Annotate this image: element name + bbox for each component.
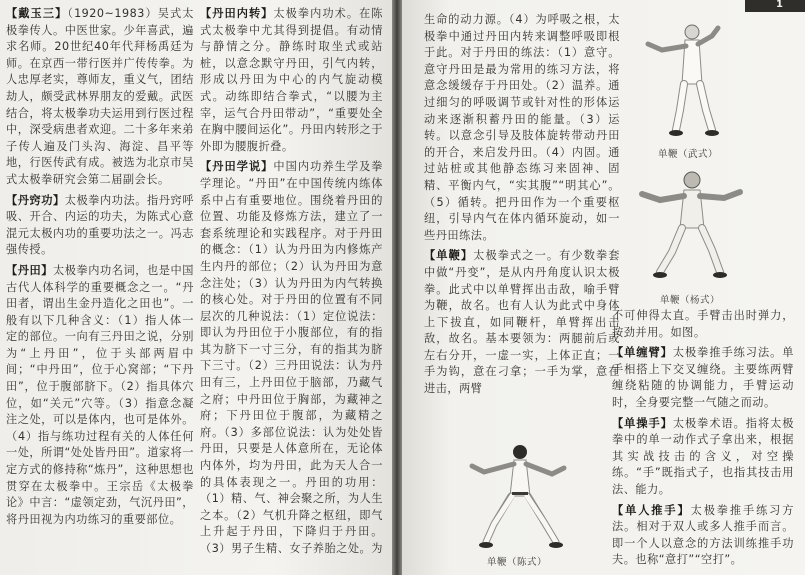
dan-bian-wu-style-photo: [640, 20, 736, 138]
entry-text: 太极拳内功法。指丹窍呼吸、开合、内运的功夫，为陈式心意混元太极内功的重要功法之一。冯志强传授。: [6, 193, 194, 257]
entry-term: 【丹田学说】: [200, 160, 274, 174]
entry-text: 太极拳式之一。有少数拳套中做“丹变”，是从内丹角度认识太极拳。此式中以单臂挥出击敌，喻手臂为鞭，故名。也有人认为此式中身体上下拔直，如同鞭杆，单臂挥出击敌，故名。基本要领为：两腿前后或左右分开，一虚一实，上体正直；一手为钩，意在刁拿；一手为掌，意在进击，两臂: [424, 249, 620, 396]
entry-dan-bian: [424, 248, 620, 397]
caption-yang: 单鞭（杨式）: [659, 295, 720, 306]
entry-term: 【单操手】: [612, 416, 673, 430]
entry-dan-bian-cont: [612, 308, 794, 341]
entry-dantian-xueshuo: [200, 159, 383, 557]
entry-term: 【戴玉三】: [6, 7, 68, 20]
entry-text: 中国内功养生学及拳学理论。“丹田”在中国传统内练体系中占有重要地位。围绕着丹田的位置、功能及修炼方法，建立了一套系统理论和实践程序。对于丹田的概念：（1）认为丹田为内修炼产生内丹的部位；（2）认为丹田为意念注处；（3）认为丹田为内气转换的核心处。对于丹田的位置有不同层次的几种说法：（1）定位说法：即认为丹田位于小腹部位，有的指其为脐下一寸三分，有的指其为脐下三寸。（2）三丹田说法：认为丹田有三，上丹田位于脑部，乃藏气之府；中丹田位于胸部，为藏神之府；下丹田位于腹部，为藏精之府。（3）多部位说法：认为处处皆丹田，只要是人体意所在，无论体内体外，均为丹田，此为天人合一的具体表现之一。丹田的功用：（1）精、气、神会聚之所，为人生之本。（2）气机升降之枢纽，即气上升起于丹田，下降归于丹田。（3）男子生精、女子养胎之处。为: [200, 160, 383, 555]
entry-term: 【单人推手】: [612, 503, 691, 517]
left-column-1: [6, 6, 194, 532]
entry-term: 【丹窍功】: [6, 193, 65, 207]
entry-dan-chan-bi: [612, 345, 794, 411]
entry-text: 太极拳推手练习方法。相对于双人或多人推手而言。即一个人以意念的方法训练推手功夫。也称“意打”“空打”。: [612, 503, 794, 567]
entry-term: 【丹田】: [6, 263, 54, 277]
entry-dan-qiao-gong: [6, 193, 194, 259]
caption-chen: 单鞭（陈式）: [486, 557, 547, 568]
entry-term: 【丹田内转】: [200, 7, 274, 20]
right-column-2: [612, 308, 794, 573]
entry-text: 太极拳内功名词，也是中国古代人体科学的重要概念之一。“丹田者，谓出生金丹造化之田也”。一般有以下几种含义：（1）指人体一定的部位。一向有三丹田之说，分别为“上丹田”，位于头部两眉中间；“中丹田”，位于心窝部；“下丹田”，位于腹部脐下。（2）指具体穴位，如“关元”穴等。（3）指意念凝注之处，可以是体内，也可是体外。（4）指与练功过程有关的人体任何一处，所谓“处处皆丹田”。道家将一定方式的修持称“炼丹”，这种思想也贯穿在太极拳中。王宗岳《太极拳论》中言：“虚领定劲，气沉丹田”，将丹田视为内功练习的重要部位。: [6, 263, 194, 526]
entry-dantian-cont: [424, 12, 620, 244]
book-gutter: [392, 0, 402, 575]
right-column-1: [424, 12, 620, 402]
page-number: 1: [776, 0, 783, 10]
entry-dan-cao-shou: [612, 416, 794, 499]
entry-dantian-neizhuan: [200, 6, 383, 155]
entry-text: 太极拳术语。指将太极拳中的单一动作式子拿出来，根据其实战技击的含义，对空操练。“手”既指式子，也指其技击用法、能力。: [612, 416, 794, 496]
entry-text: 太极拳内功术。在陈式太极拳中尤其得到提倡。有动情与静情之分。静练时取坐式或站桩，以意念默守丹田，引气内转，形成以丹田为中心的内气旋动模式。动练即结合拳式，“以腰为主宰，运气合丹田带动”，“重要处全在胸中腰间运化”。丹田内转形之于外即为腰腹折叠。: [200, 7, 383, 153]
entry-dai-yusan: [6, 6, 194, 189]
entry-term: 【单缠臂】: [612, 346, 673, 360]
left-column-2: [200, 6, 383, 562]
entry-dan-ren-tui-shou: [612, 503, 794, 569]
entry-text: （1920~1983）吴式太极拳传人。中医世家。少年喜武，遍求名师。20世纪40年代拜杨禹廷为师。在京西一带行医并广传传拳。为人忠厚老实，尊师友，重义气，团结劫人，颇受武林界朋友的爱戴。武医结合，将太极拳功夫运用到行医过程中，深受病患者欢迎。二十多年来弟子传人遍及门头沟、海淀、昌平等地，行医传武有成。被选为北京市吴式太极拳研究会第二届副会长。: [6, 7, 194, 186]
entry-text: 太极拳推手练习法。单手相搭上下交叉缠绕。主要练两臂缠绕粘随的协调能力，手臂运动时，全身要完整一气随之而动。: [612, 346, 794, 409]
entry-text: 不可伸得太直。手臂击出时弹力，按劲并用。如图。: [612, 309, 794, 339]
left-page: [0, 0, 392, 575]
dan-bian-yang-style-photo: [636, 168, 746, 280]
caption-wu: 单鞭（武式）: [657, 149, 718, 160]
entry-dan-tian: [6, 263, 194, 529]
dan-bian-chen-style-photo: [464, 438, 574, 553]
page-header-tab: [745, 0, 805, 12]
entry-term: 【单鞭】: [424, 249, 474, 263]
entry-text: 生命的动力源。（4）为呼吸之根，太极拳中通过丹田内转来调整呼吸即根于此。对于丹田的练法：（1）意守。意守丹田是最为常用的练习方法，将意念缓缓存于丹田处。（2）温养。通过细匀的呼吸调节或针对性的形体运动来逐渐积蓄丹田的能量。（3）运转。以意念引导及肢体旋转带动丹田的开合，来启发丹田。（4）内固。通过站桩或其他静态练习来固神、固精、平衡内气，“实其腹”“明其心”。（5）循转。把丹田作为一个重要枢纽，引导内气在体内循环旋动，如一些丹田练法。: [424, 13, 620, 242]
right-page: [402, 0, 805, 575]
